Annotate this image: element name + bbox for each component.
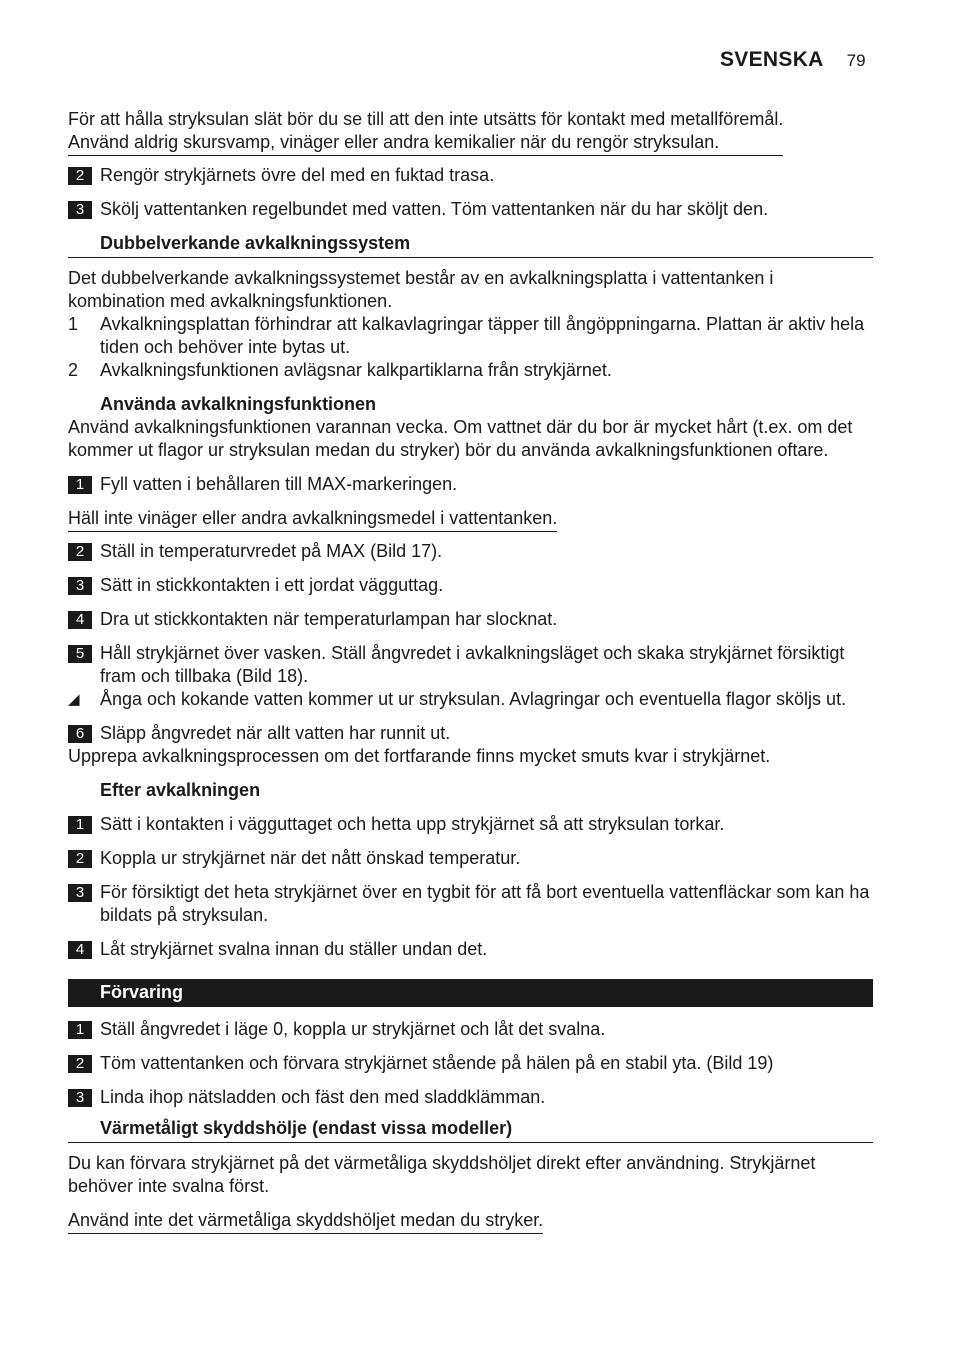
item-text: Avkalkningsplattan förhindrar att kalkavlagringar täpper till ångöppningarna. Plattan är aktiv hela tiden och behöver inte bytas ut. bbox=[100, 314, 865, 357]
step-text: Rengör strykjärnets övre del med en fuktad trasa. bbox=[100, 165, 495, 185]
paragraph: Använd avkalkningsfunktionen varannan vecka. Om vattnet där du bor är mycket hårt (t.ex. om det kommer ut flagor ur stryksulan medan du stryker) bör du använda avkalkningsfunktionen oftare. bbox=[68, 417, 853, 460]
step-item bbox=[68, 813, 873, 836]
step-text: Ställ ångvredet i läge 0, koppla ur strykjärnet och låt det svalna. bbox=[100, 1019, 606, 1039]
step-number: 2 bbox=[68, 850, 92, 868]
step-text: Dra ut stickkontakten när temperaturlampan har slocknat. bbox=[100, 609, 558, 629]
step-text: Fyll vatten i behållaren till MAX-markeringen. bbox=[100, 474, 458, 494]
step-item bbox=[68, 722, 873, 745]
step-text: Sätt i kontakten i vägguttaget och hetta upp strykjärnet så att stryksulan torkar. bbox=[100, 814, 725, 834]
step-item bbox=[68, 608, 873, 631]
step-number: 3 bbox=[68, 577, 92, 595]
warning-line: För att hålla stryksulan slät bör du se till att den inte utsätts för kontakt med metallföremål. bbox=[68, 109, 784, 129]
step-text: Koppla ur strykjärnet när det nått önskad temperatur. bbox=[100, 848, 521, 868]
step-item bbox=[68, 540, 873, 563]
step-number: 3 bbox=[68, 884, 92, 902]
warning-skyddsholje bbox=[68, 1209, 543, 1234]
step-text: Sätt in stickkontakten i ett jordat vägguttag. bbox=[100, 575, 444, 595]
numbered-item bbox=[68, 313, 873, 359]
numbered-item bbox=[68, 359, 873, 382]
step-number: 2 bbox=[68, 167, 92, 185]
step-item bbox=[68, 164, 873, 187]
language-label: SVENSKA bbox=[720, 48, 824, 71]
paragraph: Upprepa avkalkningsprocessen om det fortfarande finns mycket smuts kvar i strykjärnet. bbox=[68, 746, 771, 766]
step-number: 2 bbox=[68, 1055, 92, 1073]
warning-line: Använd inte det värmetåliga skyddshöljet medan du stryker. bbox=[68, 1210, 544, 1230]
section-heading-anvanda: Använda avkalkningsfunktionen bbox=[100, 394, 377, 414]
item-text: Avkalkningsfunktionen avlägsnar kalkpartiklarna från strykjärnet. bbox=[100, 360, 612, 380]
step-item bbox=[68, 847, 873, 870]
step-number: 4 bbox=[68, 611, 92, 629]
step-text: Släpp ångvredet när allt vatten har runnit ut. bbox=[100, 723, 451, 743]
warning-line: Använd aldrig skursvamp, vinäger eller andra kemikalier när du rengör stryksulan. bbox=[68, 132, 720, 152]
step-number: 1 bbox=[68, 476, 92, 494]
bullet-icon: ◢ bbox=[68, 691, 80, 708]
step-number: 5 bbox=[68, 645, 92, 663]
step-number: 3 bbox=[68, 1089, 92, 1107]
result-bullet bbox=[68, 688, 873, 711]
step-text: Låt strykjärnet svalna innan du ställer undan det. bbox=[100, 939, 488, 959]
step-text: Skölj vattentanken regelbundet med vatten. Töm vattentanken när du har sköljt den. bbox=[100, 199, 769, 219]
step-number: 1 bbox=[68, 1021, 92, 1039]
step-item bbox=[68, 1086, 873, 1109]
page-header bbox=[720, 48, 866, 72]
step-text: För försiktigt det heta strykjärnet över en tygbit för att få bort eventuella vattenfläckar som kan ha bildats på stryksulan. bbox=[100, 882, 870, 925]
step-item bbox=[68, 881, 873, 927]
item-number: 1 bbox=[68, 314, 79, 334]
warning-stryksula bbox=[68, 108, 783, 156]
section-bar-forvaring: Förvaring bbox=[68, 979, 873, 1007]
section-heading-skyddsholje: Värmetåligt skyddshölje (endast vissa modeller) bbox=[68, 1117, 873, 1143]
warning-line: Häll inte vinäger eller andra avkalkningsmedel i vattentanken. bbox=[68, 508, 558, 528]
paragraph: Det dubbelverkande avkalkningssystemet består av en avkalkningsplatta i vattentanken i kombination med avkalkningsfunktionen. bbox=[68, 268, 774, 311]
step-item bbox=[68, 198, 873, 221]
section-heading-efter: Efter avkalkningen bbox=[100, 780, 261, 800]
step-number: 4 bbox=[68, 941, 92, 959]
warning-vinager bbox=[68, 507, 557, 532]
step-number: 1 bbox=[68, 816, 92, 834]
step-item bbox=[68, 938, 873, 961]
step-item bbox=[68, 574, 873, 597]
step-number: 3 bbox=[68, 201, 92, 219]
step-item bbox=[68, 642, 873, 688]
page-content bbox=[68, 108, 873, 1242]
step-text: Töm vattentanken och förvara strykjärnet stående på hälen på en stabil yta. (Bild 19) bbox=[100, 1053, 774, 1073]
step-item bbox=[68, 1052, 873, 1075]
item-number: 2 bbox=[68, 360, 79, 380]
step-text: Håll strykjärnet över vasken. Ställ ångvredet i avkalkningsläget och skaka strykjärnet försiktigt fram och tillbaka (Bild 18). bbox=[100, 643, 845, 686]
section-heading-dubbelverkande: Dubbelverkande avkalkningssystem bbox=[68, 232, 873, 258]
paragraph: Du kan förvara strykjärnet på det värmetåliga skyddshöljet direkt efter användning. Strykjärnet behöver inte svalna först. bbox=[68, 1153, 816, 1196]
bullet-text: Ånga och kokande vatten kommer ut ur stryksulan. Avlagringar och eventuella flagor sköljs ut. bbox=[100, 689, 847, 709]
step-item bbox=[68, 473, 873, 496]
step-number: 2 bbox=[68, 543, 92, 561]
step-number: 6 bbox=[68, 725, 92, 743]
step-text: Ställ in temperaturvredet på MAX (Bild 17). bbox=[100, 541, 443, 561]
step-text: Linda ihop nätsladden och fäst den med sladdklämman. bbox=[100, 1087, 546, 1107]
page-number: 79 bbox=[846, 51, 866, 70]
step-item bbox=[68, 1018, 873, 1041]
